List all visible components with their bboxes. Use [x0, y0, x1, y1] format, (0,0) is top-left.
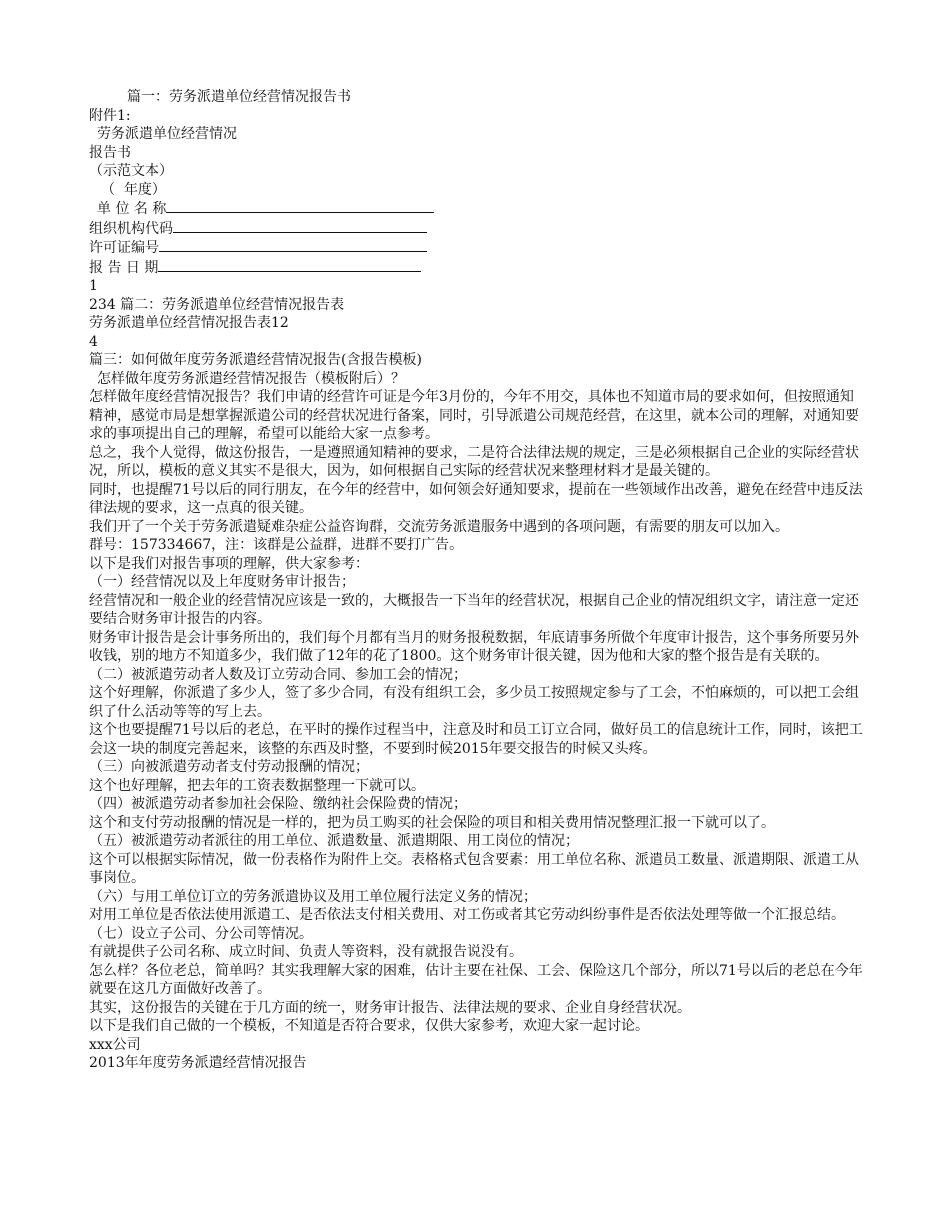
paragraph-heading: （五）被派遣劳动者派往的用工单位、派遣数量、派遣期限、用工岗位的情况； — [89, 833, 579, 849]
year-label: （ 年度） — [101, 181, 166, 198]
paragraph: 这个好理解，你派遣了多少人，签了多少合同，有没有组织工会，多少员工按照规定参与了工会，不怕麻烦的，可以把工会组织了什么活动等等的写上去。 — [89, 685, 859, 720]
paragraph-heading: （七）设立子公司、分公司等情况。 — [89, 925, 313, 942]
form-field-license-number — [89, 238, 864, 258]
paragraph-heading: （六）与用工单位订立的劳务派遣协议及用工单位履行法定义务的情况； — [89, 888, 537, 905]
paragraph: 这个也要提醒71号以后的老总，在平时的操作过程当中，注意及时和员工订立合同，做好员工的信息统计工作，同时，该把工会这一块的制度完善起来，该整的东西及时整，不要到时候2015年要交报告的时候又头疼。 — [89, 722, 863, 757]
field-blank-line — [159, 238, 427, 252]
paragraph: 对用工单位是否依法使用派遣工、是否依法支付相关费用、对工伤或者其它劳动纠纷事件是否依法处理等做一个汇报总结。 — [89, 907, 845, 923]
paragraph-heading: （二）被派遣劳动者人数及订立劳动合同、参加工会的情况； — [89, 666, 467, 683]
paragraph: 怎么样？各位老总，简单吗？其实我理解大家的困难，估计主要在社保、工会、保险这几个部分，所以71号以后的老总在今年就要在这几方面做好改善了。 — [89, 962, 863, 997]
section-subtitle: 劳务派遣单位经营情况报告表12 — [89, 315, 289, 331]
paragraph: 群号：157334667，注：该群是公益群，进群不要打广告。 — [89, 537, 464, 553]
field-blank-line — [166, 199, 434, 213]
paragraph-heading: （三）向被派遣劳动者支付劳动报酬的情况； — [89, 759, 369, 775]
attachment-label: 附件1: — [89, 107, 131, 124]
paragraph: 怎样做年度经营情况报告？我们申请的经营许可证是今年3月份的，今年不用交，具体也不知道市局的要求如何，但按照通知精神，感觉市局是想掌握派遣公司的经营状况进行备案，同时，引导派遣公司规范经营，在这里，就本公司的理解，对通知要求的事项提出自己的理解，希望可以能给大家一点参考。 — [89, 389, 859, 442]
section-heading: 篇三：如何做年度劳务派遣经营情况报告(含报告模板) — [89, 352, 422, 368]
document-page — [89, 88, 864, 1073]
page-number: 4 — [89, 333, 98, 350]
company-name: xxx公司 — [89, 1036, 141, 1053]
paragraph: 这个也好理解，把去年的工资表数据整理一下就可以。 — [89, 777, 425, 794]
paragraph: 同时，也提醒71号以后的同行朋友，在今年的经营中，如何领会好通知要求，提前在一些领域作出改善，避免在经营中违反法律法规的要求，这一点真的很关键。 — [89, 481, 863, 516]
report-heading: 2013年年度劳务派遣经营情况报告 — [89, 1055, 307, 1071]
paragraph: 财务审计报告是会计事务所出的，我们每个月都有当月的财务报税数据，年底请事务所做个年度审计报告，这个事务所要另外收钱，别的地方不知道多少，我们做了12年的花了1800。这个财务审计很关键，因为他和大家的整个报告是有关联的。 — [89, 629, 859, 664]
section-question: 怎样做年度劳务派遣经营情况报告（模板附后）？ — [97, 370, 405, 387]
form-field-unit-name — [89, 199, 864, 219]
paragraph: 经营情况和一般企业的经营情况应该是一致的，大概报告一下当年的经营状况，根据自己企业的情况组织文字，请注意一定还要结合财务审计报告的内容。 — [89, 592, 859, 627]
paragraph: 以下是我们自己做的一个模板，不知道是否符合要求，仅供大家参考，欢迎大家一起讨论。 — [89, 1018, 649, 1034]
document-title: 篇一：劳务派遣单位经营情况报告书 — [127, 89, 351, 105]
form-field-org-code — [89, 219, 864, 239]
field-label: 许可证编号 — [89, 240, 159, 256]
field-label: 单 位 名 称 — [97, 201, 167, 217]
report-title-line-1: 劳务派遣单位经营情况 — [97, 126, 237, 142]
paragraph: 其实，这份报告的关键在于几方面的统一，财务审计报告、法律法规的要求、企业自身经营状况。 — [89, 999, 691, 1016]
body-paragraphs — [89, 388, 864, 1073]
field-label: 组织机构代码 — [89, 220, 173, 237]
form-field-report-date — [89, 258, 864, 278]
paragraph: 这个可以根据实际情况，做一份表格作为附件上交。表格格式包含要素：用工单位名称、派遣员工数量、派遣期限、派遣工从事岗位。 — [89, 851, 859, 886]
paragraph: 我们开了一个关于劳务派遣疑难杂症公益咨询群，交流劳务派遣服务中遇到的各项问题，有需要的朋友可以加入。 — [89, 518, 789, 535]
paragraph: 总之，我个人觉得，做这份报告，一是遵照通知精神的要求，二是符合法律法规的规定，三是必须根据自己企业的实际经营状况，所以，模板的意义其实不是很大，因为，如何根据自己实际的经营状况来整理材料才是最关键的。 — [89, 444, 859, 479]
section-heading: 234 篇二：劳务派遣单位经营情况报告表 — [89, 296, 345, 313]
paragraph-heading: （一）经营情况以及上年度财务审计报告； — [89, 574, 355, 590]
paragraph-heading: （四）被派遣劳动者参加社会保险、缴纳社会保险费的情况； — [89, 796, 467, 812]
field-label: 报 告 日 期 — [89, 259, 159, 276]
report-title-line-2: 报告书 — [89, 144, 131, 161]
page-number: 1 — [89, 278, 98, 294]
field-blank-line — [158, 258, 421, 272]
field-blank-line — [173, 219, 427, 233]
paragraph: 这个和支付劳动报酬的情况是一样的，把为员工购买的社会保险的项目和相关费用情况整理汇报一下就可以了。 — [89, 814, 775, 831]
sample-text-label: （示范文本） — [89, 163, 173, 179]
paragraph: 以下是我们对报告事项的理解，供大家参考： — [89, 555, 369, 572]
paragraph: 有就提供子公司名称、成立时间、负责人等资料，没有就报告说没有。 — [89, 944, 523, 960]
